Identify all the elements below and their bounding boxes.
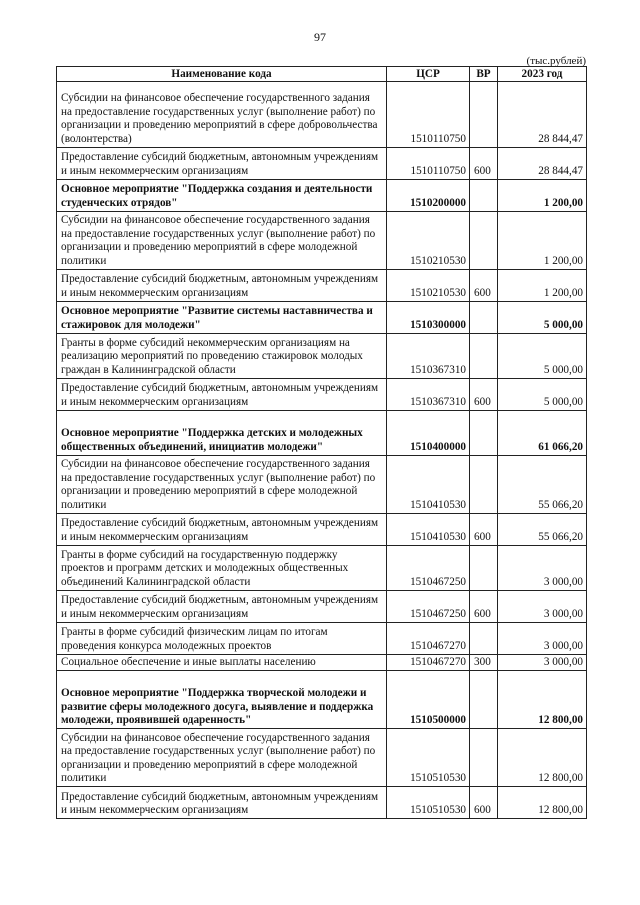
row-sum: 55 066,20 (498, 514, 587, 546)
row-sum: 28 844,47 (498, 82, 587, 148)
row-name: Гранты в форме субсидий физическим лицам по итогам проведения конкурса молодежных проектов (57, 623, 387, 655)
row-sum: 3 000,00 (498, 546, 587, 591)
row-vr: 600 (470, 270, 498, 302)
row-sum: 12 800,00 (498, 787, 587, 819)
table-row (57, 787, 587, 819)
row-sum: 1 200,00 (498, 270, 587, 302)
table-row (57, 591, 587, 623)
row-csr: 1510467270 (387, 655, 470, 671)
table-row (57, 212, 587, 270)
row-sum: 3 000,00 (498, 655, 587, 671)
row-vr: 600 (470, 379, 498, 411)
row-vr (470, 456, 498, 514)
row-vr (470, 180, 498, 212)
table-header-row (57, 67, 587, 82)
row-name: Основное мероприятие "Развитие системы наставничества и стажировок для молодежи" (57, 302, 387, 334)
row-sum: 1 200,00 (498, 212, 587, 270)
row-vr (470, 82, 498, 148)
row-name: Субсидии на финансовое обеспечение государственного задания на предоставление государственных услуг (выполнение работ) по организации и проведению мероприятий в сфере молодежной политики (57, 729, 387, 787)
row-csr: 1510467250 (387, 591, 470, 623)
row-csr: 1510410530 (387, 456, 470, 514)
row-vr (470, 411, 498, 456)
row-sum: 3 000,00 (498, 591, 587, 623)
row-sum: 55 066,20 (498, 456, 587, 514)
row-name: Гранты в форме субсидий некоммерческим организациям на реализацию мероприятий по проведению стажировок молодых граждан в Калининградской области (57, 334, 387, 379)
section-row (57, 302, 587, 334)
header-year: 2023 год (498, 67, 587, 82)
row-csr: 1510510530 (387, 729, 470, 787)
row-csr: 1510510530 (387, 787, 470, 819)
row-name: Основное мероприятие "Поддержка детских и молодежных общественных объединений, инициатив молодежи" (57, 411, 387, 456)
row-sum: 12 800,00 (498, 729, 587, 787)
row-sum: 61 066,20 (498, 411, 587, 456)
table-row (57, 514, 587, 546)
units-label: (тыс.рублей) (526, 55, 586, 67)
table-body (57, 82, 587, 819)
row-sum: 12 800,00 (498, 671, 587, 729)
table-row (57, 456, 587, 514)
row-name: Предоставление субсидий бюджетным, автономным учреждениям и иным некоммерческим организациям (57, 270, 387, 302)
row-vr: 600 (470, 148, 498, 180)
row-name: Предоставление субсидий бюджетным, автономным учреждениям и иным некоммерческим организациям (57, 591, 387, 623)
row-csr: 1510110750 (387, 148, 470, 180)
row-csr: 1510367310 (387, 334, 470, 379)
row-name: Субсидии на финансовое обеспечение государственного задания на предоставление государственных услуг (выполнение работ) по организации и проведению мероприятий в сфере добровольчества (волонтерства) (57, 82, 387, 148)
row-name: Социальное обеспечение и иные выплаты населению (57, 655, 387, 671)
row-csr: 1510210530 (387, 212, 470, 270)
row-name: Субсидии на финансовое обеспечение государственного задания на предоставление государственных услуг (выполнение работ) по организации и проведению мероприятий в сфере молодежной политики (57, 212, 387, 270)
row-csr: 1510210530 (387, 270, 470, 302)
row-sum: 28 844,47 (498, 148, 587, 180)
page-number: 97 (314, 30, 326, 44)
row-name: Субсидии на финансовое обеспечение государственного задания на предоставление государственных услуг (выполнение работ) по организации и проведению мероприятий в сфере молодежной политики (57, 456, 387, 514)
table-row (57, 334, 587, 379)
row-sum: 5 000,00 (498, 302, 587, 334)
row-vr (470, 623, 498, 655)
row-sum: 3 000,00 (498, 623, 587, 655)
row-csr: 1510500000 (387, 671, 470, 729)
row-csr: 1510467250 (387, 546, 470, 591)
table-row (57, 379, 587, 411)
row-vr: 600 (470, 591, 498, 623)
table-row (57, 655, 587, 671)
row-name: Предоставление субсидий бюджетным, автономным учреждениям и иным некоммерческим организациям (57, 787, 387, 819)
row-vr (470, 212, 498, 270)
row-name: Предоставление субсидий бюджетным, автономным учреждениям и иным некоммерческим организациям (57, 379, 387, 411)
section-row (57, 180, 587, 212)
row-name: Гранты в форме субсидий на государственную поддержку проектов и программ детских и молодежных общественных объединений Калининградской области (57, 546, 387, 591)
row-sum: 1 200,00 (498, 180, 587, 212)
header-csr: ЦСР (387, 67, 470, 82)
row-vr: 600 (470, 787, 498, 819)
table-row (57, 270, 587, 302)
header-name: Наименование кода (57, 67, 387, 82)
table-row (57, 623, 587, 655)
row-csr: 1510400000 (387, 411, 470, 456)
row-vr: 600 (470, 514, 498, 546)
row-sum: 5 000,00 (498, 379, 587, 411)
row-csr: 1510200000 (387, 180, 470, 212)
row-csr: 1510300000 (387, 302, 470, 334)
row-name: Основное мероприятие "Поддержка творческой молодежи и развитие сферы молодежного досуга, выявление и поддержка молодежи, проявившей одаренность" (57, 671, 387, 729)
row-name: Предоставление субсидий бюджетным, автономным учреждениям и иным некоммерческим организациям (57, 148, 387, 180)
row-sum: 5 000,00 (498, 334, 587, 379)
row-name: Предоставление субсидий бюджетным, автономным учреждениям и иным некоммерческим организациям (57, 514, 387, 546)
section-row (57, 671, 587, 729)
row-vr: 300 (470, 655, 498, 671)
row-name: Основное мероприятие "Поддержка создания и деятельности студенческих отрядов" (57, 180, 387, 212)
header-vr: ВР (470, 67, 498, 82)
row-vr (470, 671, 498, 729)
row-vr (470, 546, 498, 591)
table-row (57, 82, 587, 148)
row-csr: 1510467270 (387, 623, 470, 655)
table-row (57, 148, 587, 180)
budget-table (56, 66, 587, 819)
row-csr: 1510410530 (387, 514, 470, 546)
table-row (57, 729, 587, 787)
row-vr (470, 729, 498, 787)
table-row (57, 546, 587, 591)
row-csr: 1510367310 (387, 379, 470, 411)
row-csr: 1510110750 (387, 82, 470, 148)
row-vr (470, 302, 498, 334)
section-row (57, 411, 587, 456)
row-vr (470, 334, 498, 379)
